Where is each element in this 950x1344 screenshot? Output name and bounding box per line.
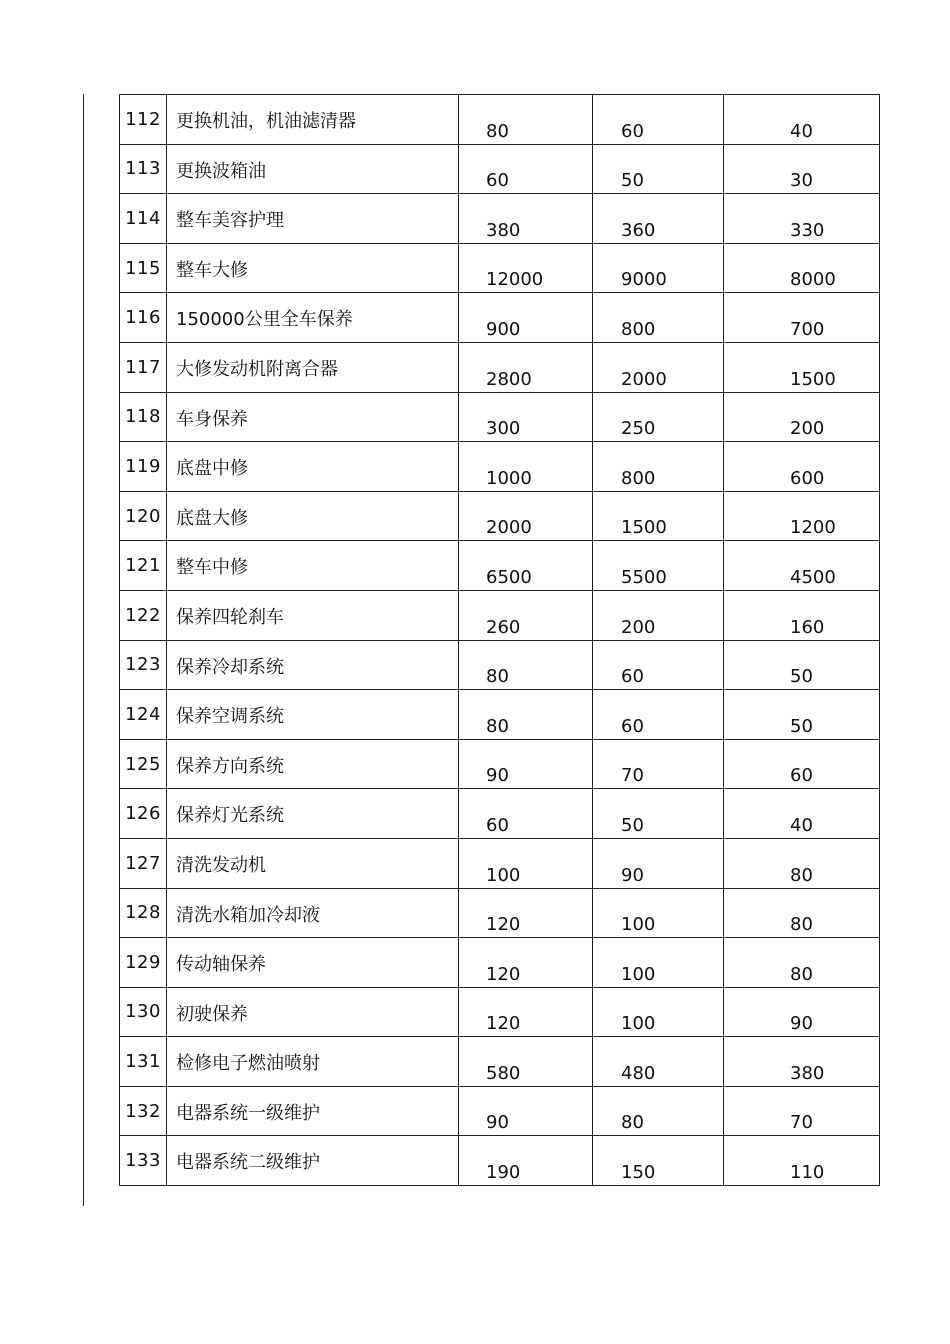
price-2-cell (593, 541, 724, 591)
item-number: 122 (125, 604, 161, 626)
price-3-cell (724, 342, 880, 392)
price-1: 120 (486, 914, 521, 936)
price-3-cell (724, 194, 880, 244)
price-3-cell (724, 144, 880, 194)
table-row (120, 243, 880, 293)
price-3-cell (724, 243, 880, 293)
table-row (120, 194, 880, 244)
item-name: 大修发动机附离合器 (176, 358, 338, 380)
price-1-cell (459, 1086, 593, 1136)
price-1-cell (459, 541, 593, 591)
item-number-cell (120, 243, 167, 293)
price-3-cell (724, 590, 880, 640)
price-1: 260 (486, 616, 521, 638)
item-name: 初驶保养 (176, 1003, 248, 1025)
price-2-cell (593, 442, 724, 492)
price-1: 60 (486, 814, 509, 836)
item-number-cell (120, 95, 167, 145)
table-row (120, 1136, 880, 1186)
price-2: 5500 (621, 566, 667, 588)
price-2: 100 (621, 1013, 656, 1035)
table-row (120, 491, 880, 541)
item-number-cell (120, 938, 167, 988)
price-3-cell (724, 640, 880, 690)
price-3: 80 (790, 914, 813, 936)
item-number-cell (120, 194, 167, 244)
price-1: 60 (486, 170, 509, 192)
item-name: 清洗发动机 (176, 854, 266, 876)
item-number-cell (120, 1136, 167, 1186)
price-2-cell (593, 194, 724, 244)
item-number-cell (120, 1086, 167, 1136)
price-3: 160 (790, 616, 825, 638)
item-name: 更换机油，机油滤清器 (176, 111, 356, 132)
price-2: 50 (621, 814, 644, 836)
item-name-cell (167, 144, 459, 194)
item-name: 保养灯光系统 (176, 805, 284, 827)
item-number-cell (120, 342, 167, 392)
price-3: 8000 (790, 269, 836, 291)
price-2: 50 (621, 170, 644, 192)
price-2-cell (593, 987, 724, 1037)
item-number-cell (120, 541, 167, 591)
item-name-cell (167, 838, 459, 888)
price-1-cell (459, 293, 593, 343)
price-3: 50 (790, 715, 813, 737)
price-2-cell (593, 938, 724, 988)
table-row (120, 1086, 880, 1136)
price-1-cell (459, 342, 593, 392)
price-3-cell (724, 888, 880, 938)
item-name: 整车美容护理 (176, 210, 284, 232)
table-row (120, 144, 880, 194)
price-1-cell (459, 442, 593, 492)
item-number: 131 (125, 1051, 161, 1073)
item-name-cell (167, 789, 459, 839)
price-3-cell (724, 739, 880, 789)
item-name-cell (167, 243, 459, 293)
price-3: 50 (790, 666, 813, 688)
price-1-cell (459, 838, 593, 888)
price-2-cell (593, 1086, 724, 1136)
price-2: 200 (621, 616, 656, 638)
price-1: 2000 (486, 517, 532, 539)
price-3-cell (724, 541, 880, 591)
price-3: 90 (790, 1013, 813, 1035)
price-2: 60 (621, 120, 644, 142)
item-name-cell (167, 690, 459, 740)
item-name-cell (167, 938, 459, 988)
table-row (120, 342, 880, 392)
table-row (120, 838, 880, 888)
price-2-cell (593, 95, 724, 145)
item-number: 129 (125, 951, 161, 973)
price-2: 90 (621, 864, 644, 886)
price-1: 90 (486, 765, 509, 787)
price-2-cell (593, 739, 724, 789)
price-3: 60 (790, 765, 813, 787)
price-1-cell (459, 938, 593, 988)
price-1: 580 (486, 1062, 521, 1084)
price-1: 1000 (486, 467, 532, 489)
item-name: 电器系统一级维护 (176, 1102, 320, 1124)
item-number-cell (120, 739, 167, 789)
price-3: 1200 (790, 517, 836, 539)
item-number-cell (120, 392, 167, 442)
item-name: 底盘中修 (176, 458, 248, 480)
price-3-cell (724, 1086, 880, 1136)
item-name: 清洗水箱加冷却液 (176, 904, 320, 926)
item-number: 116 (125, 307, 161, 329)
price-1: 80 (486, 715, 509, 737)
item-number-cell (120, 640, 167, 690)
table-row (120, 1037, 880, 1087)
table-row (120, 541, 880, 591)
item-number: 117 (125, 356, 161, 378)
item-number: 112 (125, 108, 161, 130)
price-2-cell (593, 392, 724, 442)
item-number: 113 (125, 158, 161, 180)
item-number-cell (120, 690, 167, 740)
price-1-cell (459, 1136, 593, 1186)
item-number: 114 (125, 207, 161, 229)
table-row (120, 640, 880, 690)
price-1: 12000 (486, 269, 544, 291)
price-3: 330 (790, 219, 825, 241)
item-name-cell (167, 342, 459, 392)
price-2: 100 (621, 963, 656, 985)
left-border-rule (83, 94, 84, 1206)
item-name: 底盘大修 (176, 507, 248, 529)
item-number: 124 (125, 703, 161, 725)
item-number: 130 (125, 1001, 161, 1023)
price-2-cell (593, 1037, 724, 1087)
item-name: 保养四轮刹车 (176, 606, 284, 628)
price-2-cell (593, 293, 724, 343)
price-3: 30 (790, 170, 813, 192)
price-2: 2000 (621, 368, 667, 390)
item-name: 保养空调系统 (176, 706, 284, 728)
item-name: 整车大修 (176, 259, 248, 281)
price-3: 1500 (790, 368, 836, 390)
price-2: 60 (621, 715, 644, 737)
item-number: 115 (125, 257, 161, 279)
table-body (120, 95, 880, 1186)
item-name: 保养冷却系统 (176, 656, 284, 678)
price-2: 70 (621, 765, 644, 787)
price-3: 40 (790, 120, 813, 142)
item-number-cell (120, 590, 167, 640)
price-3: 40 (790, 814, 813, 836)
price-2-cell (593, 640, 724, 690)
table-row (120, 789, 880, 839)
table-row (120, 293, 880, 343)
price-2: 100 (621, 914, 656, 936)
price-2: 360 (621, 219, 656, 241)
price-3-cell (724, 392, 880, 442)
price-1-cell (459, 243, 593, 293)
price-1: 100 (486, 864, 521, 886)
price-3: 200 (790, 418, 825, 440)
table-row (120, 95, 880, 145)
price-3: 80 (790, 864, 813, 886)
price-3: 600 (790, 467, 825, 489)
item-number-cell (120, 888, 167, 938)
price-1-cell (459, 194, 593, 244)
table-row (120, 690, 880, 740)
price-3-cell (724, 442, 880, 492)
price-1-cell (459, 95, 593, 145)
price-3-cell (724, 95, 880, 145)
price-2-cell (593, 342, 724, 392)
price-2: 480 (621, 1062, 656, 1084)
price-1-cell (459, 640, 593, 690)
item-number: 119 (125, 455, 161, 477)
item-number: 121 (125, 555, 161, 577)
item-name-cell (167, 590, 459, 640)
table-row (120, 987, 880, 1037)
price-2-cell (593, 590, 724, 640)
price-2: 9000 (621, 269, 667, 291)
item-name-cell (167, 1136, 459, 1186)
price-3-cell (724, 293, 880, 343)
price-2: 60 (621, 666, 644, 688)
item-number: 128 (125, 902, 161, 924)
table-row (120, 392, 880, 442)
item-name-cell (167, 987, 459, 1037)
price-1-cell (459, 392, 593, 442)
price-3-cell (724, 690, 880, 740)
price-2-cell (593, 243, 724, 293)
item-number: 127 (125, 852, 161, 874)
price-1-cell (459, 739, 593, 789)
table-row (120, 442, 880, 492)
item-name: 车身保养 (176, 408, 248, 430)
price-1: 80 (486, 666, 509, 688)
price-2: 800 (621, 318, 656, 340)
price-3: 80 (790, 963, 813, 985)
price-1: 90 (486, 1112, 509, 1134)
item-name-cell (167, 293, 459, 343)
price-2-cell (593, 888, 724, 938)
price-3-cell (724, 838, 880, 888)
price-2-cell (593, 838, 724, 888)
table-row (120, 739, 880, 789)
item-number-cell (120, 987, 167, 1037)
item-name-cell (167, 194, 459, 244)
price-2: 800 (621, 467, 656, 489)
price-1-cell (459, 888, 593, 938)
item-name-cell (167, 888, 459, 938)
price-3: 110 (790, 1162, 825, 1184)
item-name-cell (167, 640, 459, 690)
price-1: 900 (486, 318, 521, 340)
price-3-cell (724, 491, 880, 541)
price-1: 2800 (486, 368, 532, 390)
item-number: 125 (125, 753, 161, 775)
price-1-cell (459, 690, 593, 740)
item-name-cell (167, 491, 459, 541)
item-number: 120 (125, 505, 161, 527)
price-1-cell (459, 491, 593, 541)
item-name: 150000公里全车保养 (176, 309, 353, 331)
item-name: 整车中修 (176, 557, 248, 579)
item-number-cell (120, 293, 167, 343)
price-1: 380 (486, 219, 521, 241)
item-name: 电器系统二级维护 (176, 1152, 320, 1174)
item-number: 123 (125, 654, 161, 676)
table-row (120, 590, 880, 640)
price-1: 190 (486, 1162, 521, 1184)
price-3: 4500 (790, 566, 836, 588)
item-number-cell (120, 838, 167, 888)
price-2-cell (593, 789, 724, 839)
item-name-cell (167, 95, 459, 145)
price-3-cell (724, 1136, 880, 1186)
price-2: 1500 (621, 517, 667, 539)
item-number-cell (120, 144, 167, 194)
price-2-cell (593, 491, 724, 541)
price-1: 120 (486, 963, 521, 985)
price-3-cell (724, 938, 880, 988)
item-number-cell (120, 1037, 167, 1087)
item-name: 保养方向系统 (176, 755, 284, 777)
item-name-cell (167, 1037, 459, 1087)
price-3-cell (724, 1037, 880, 1087)
price-2-cell (593, 690, 724, 740)
item-number-cell (120, 491, 167, 541)
price-2-cell (593, 1136, 724, 1186)
table-row (120, 888, 880, 938)
price-3: 700 (790, 318, 825, 340)
price-1-cell (459, 1037, 593, 1087)
item-number: 133 (125, 1150, 161, 1172)
item-number-cell (120, 789, 167, 839)
price-3-cell (724, 789, 880, 839)
price-2-cell (593, 144, 724, 194)
price-1-cell (459, 987, 593, 1037)
price-1: 120 (486, 1013, 521, 1035)
item-number: 126 (125, 803, 161, 825)
service-price-table (119, 94, 880, 1186)
item-number-cell (120, 442, 167, 492)
item-name-cell (167, 392, 459, 442)
price-1: 300 (486, 418, 521, 440)
item-name: 更换波箱油 (176, 160, 266, 182)
table-row (120, 938, 880, 988)
price-2: 80 (621, 1112, 644, 1134)
price-2: 250 (621, 418, 656, 440)
item-name-cell (167, 541, 459, 591)
price-3-cell (724, 987, 880, 1037)
price-1-cell (459, 789, 593, 839)
item-name-cell (167, 442, 459, 492)
item-name: 传动轴保养 (176, 954, 266, 976)
price-1: 6500 (486, 566, 532, 588)
price-2: 150 (621, 1162, 656, 1184)
price-1: 80 (486, 120, 509, 142)
price-3: 70 (790, 1112, 813, 1134)
price-3: 380 (790, 1062, 825, 1084)
item-number: 132 (125, 1100, 161, 1122)
item-name-cell (167, 1086, 459, 1136)
item-name: 检修电子燃油喷射 (176, 1053, 320, 1075)
item-name-cell (167, 739, 459, 789)
item-number: 118 (125, 406, 161, 428)
price-1-cell (459, 590, 593, 640)
price-1-cell (459, 144, 593, 194)
